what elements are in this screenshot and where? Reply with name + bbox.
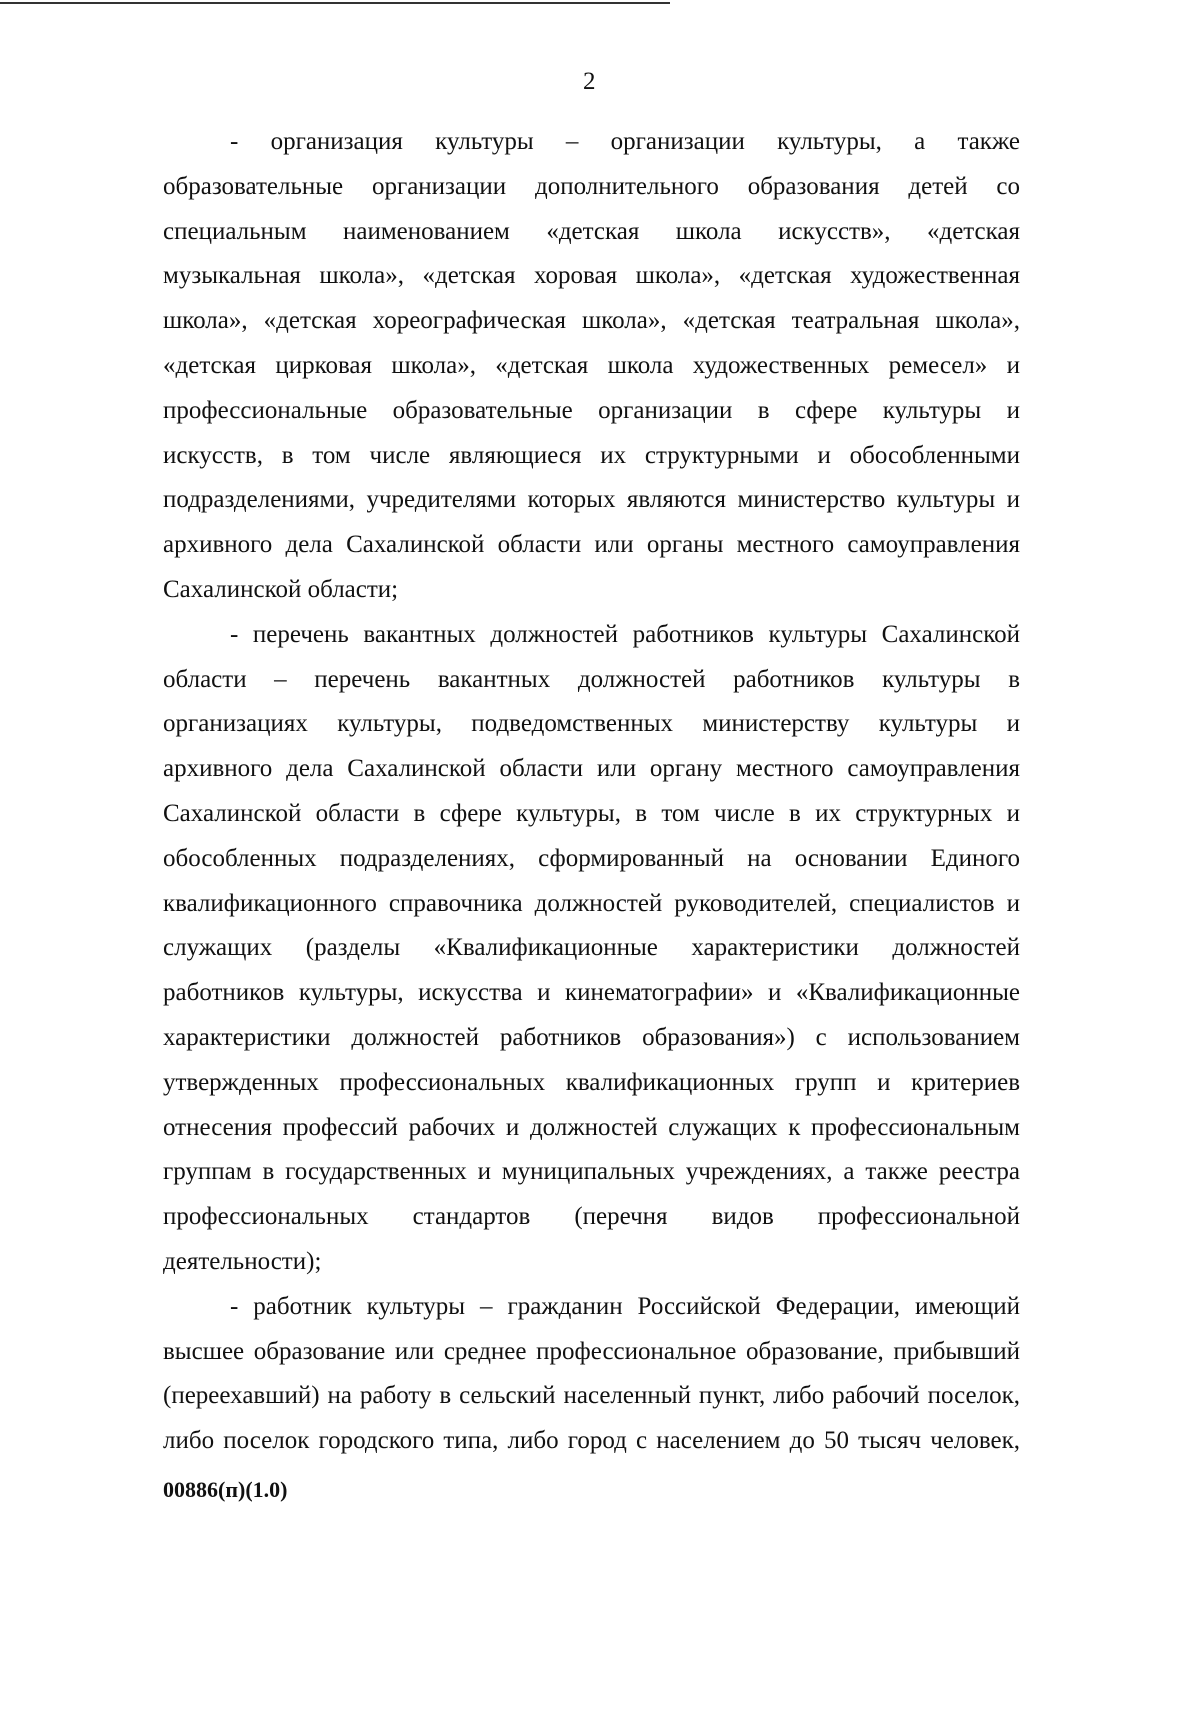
text-line: архивного дела Сахалинской области или органы местного самоуправления [163,531,1020,559]
paragraph-culture-worker-definition [163,1285,1020,1464]
document-body [163,120,1020,1464]
paragraph-organization-definition [163,120,1020,613]
text-line: группам в государственных и муниципальных учреждениях, а также реестра [163,1158,1020,1186]
paragraph-vacancy-list-definition [163,613,1020,1285]
text-line: организациях культуры, подведомственных министерству культуры и [163,710,1020,738]
text-line: высшее образование или среднее профессиональное образование, прибывший [163,1337,1020,1365]
text-line: работников культуры, искусства и кинематографии» и «Квалификационные [163,979,1020,1007]
text-line: - организация культуры – организации культуры, а также [230,128,1020,155]
text-line: архивного дела Сахалинской области или органу местного самоуправления [163,755,1020,783]
text-line: (переехавший) на работу в сельский населенный пункт, либо рабочий поселок, [163,1382,1020,1410]
text-line: характеристики должностей работников образования») с использованием [163,1023,1020,1051]
text-line: Сахалинской области в сфере культуры, в том числе в их структурных и [163,799,1020,827]
page-number: 2 [583,68,596,95]
text-line: школа», «детская хореографическая школа», «детская театральная школа», [163,307,1020,335]
text-line: «детская цирковая школа», «детская школа художественных ремесел» и [163,351,1020,379]
text-line: области – перечень вакантных должностей работников культуры в [163,665,1020,693]
text-line: образовательные организации дополнительного образования детей со [163,172,1020,200]
text-line: отнесения профессий рабочих и должностей служащих к профессиональным [163,1113,1020,1141]
text-line: музыкальная школа», «детская хоровая школа», «детская художественная [163,262,1020,290]
text-line: профессиональные образовательные организации в сфере культуры и [163,396,1020,424]
text-line: утвержденных профессиональных квалификационных групп и критериев [163,1068,1020,1096]
text-line: профессиональных стандартов (перечня видов профессиональной [163,1203,1020,1231]
text-line: либо поселок городского типа, либо город с населением до 50 тысяч человек, [163,1427,1020,1455]
text-line: - перечень вакантных должностей работников культуры Сахалинской [230,620,1020,648]
text-line: служащих (разделы «Квалификационные характеристики должностей [163,934,1020,962]
document-code: 00886(п)(1.0) [163,1477,288,1502]
text-line: подразделениями, учредителями которых являются министерство культуры и [163,486,1020,514]
text-line: обособленных подразделениях, сформированный на основании Единого [163,844,1020,872]
text-line: деятельности); [163,1247,322,1275]
text-line: квалификационного справочника должностей руководителей, специалистов и [163,889,1020,917]
text-line: - работник культуры – гражданин Российской Федерации, имеющий [230,1292,1020,1320]
text-line: Сахалинской области; [163,575,399,603]
top-rule [0,2,670,4]
text-line: искусств, в том числе являющиеся их структурными и обособленными [163,441,1020,469]
text-line: специальным наименованием «детская школа искусств», «детская [163,217,1020,245]
